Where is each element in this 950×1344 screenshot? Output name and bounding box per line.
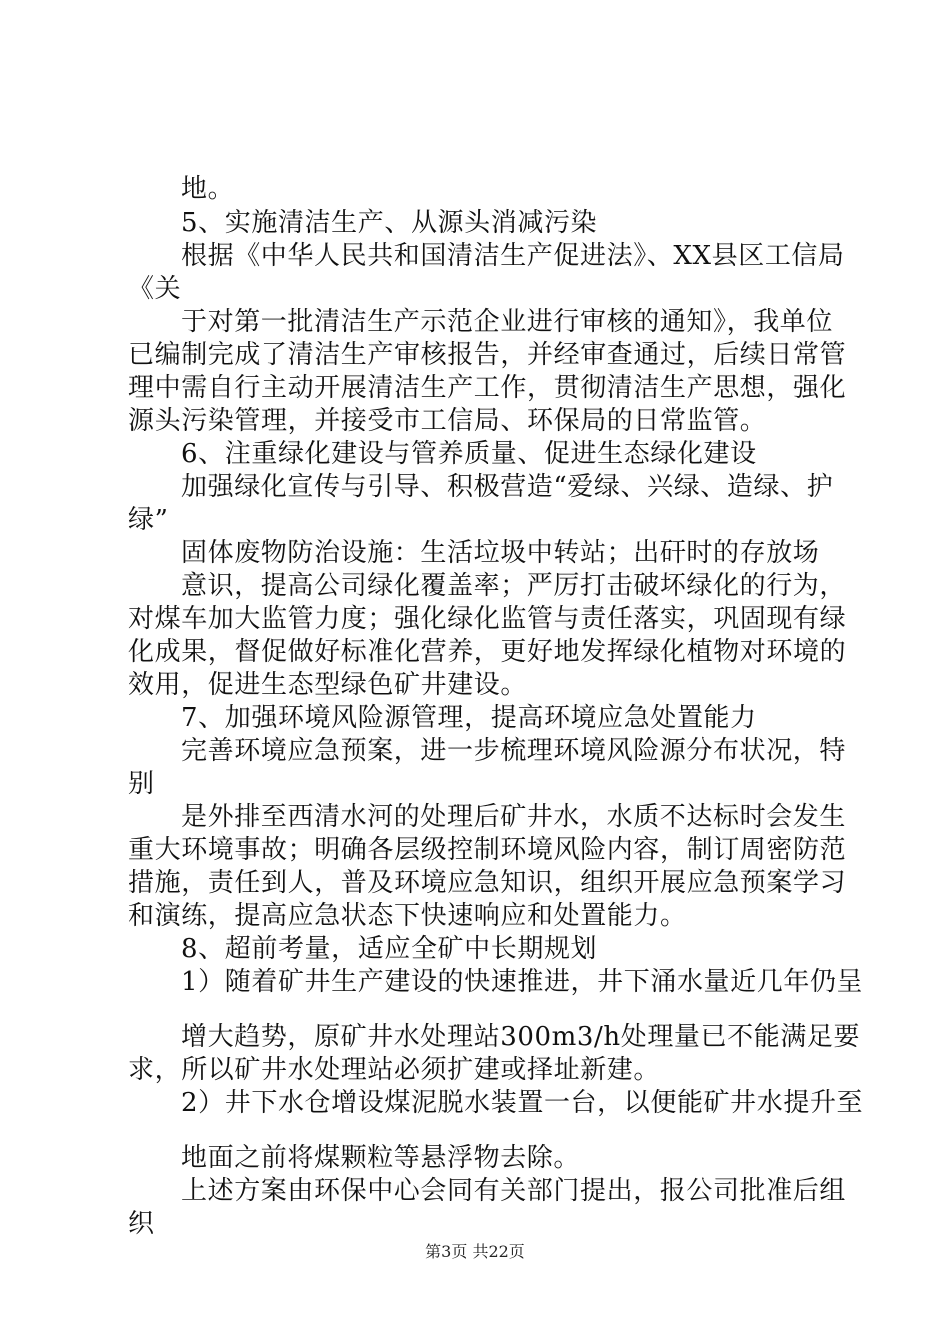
text-line: 已编制完成了清洁生产审核报告，并经审查通过，后续日常管 bbox=[128, 340, 847, 370]
text-line: 固体废物防治设施：生活垃圾中转站；出矸时的存放场 bbox=[181, 538, 820, 568]
text-line: 加强绿化宣传与引导、积极营造“爱绿、兴绿、造绿、护 bbox=[181, 472, 834, 502]
section-heading-6: 6、注重绿化建设与管养质量、促进生态绿化建设 bbox=[181, 439, 757, 469]
text-line: 是外排至西清水河的处理后矿井水，水质不达标时会发生 bbox=[181, 802, 847, 832]
page-number-footer: 第3页 共22页 bbox=[425, 1242, 525, 1261]
text-line: 绿” bbox=[128, 505, 169, 535]
text-line: 别 bbox=[128, 769, 155, 799]
text-line: 源头污染管理，并接受市工信局、环保局的日常监管。 bbox=[128, 406, 767, 436]
text-line: 措施，责任到人，普及环境应急知识，组织开展应急预案学习 bbox=[128, 868, 847, 898]
section-heading-5: 5、实施清洁生产、从源头消减污染 bbox=[181, 208, 598, 238]
text-line: 求，所以矿井水处理站必须扩建或择址新建。 bbox=[128, 1055, 661, 1085]
text-line: 重大环境事故；明确各层级控制环境风险内容，制订周密防范 bbox=[128, 835, 847, 865]
section-heading-8: 8、超前考量，适应全矿中长期规划 bbox=[181, 934, 598, 964]
text-line: 根据《中华人民共和国清洁生产促进法》、XX县区工信局 bbox=[181, 241, 845, 271]
text-line: 地面之前将煤颗粒等悬浮物去除。 bbox=[181, 1143, 581, 1173]
text-line: 1）随着矿井生产建设的快速推进，井下涌水量近几年仍呈 bbox=[181, 967, 864, 997]
text-line: 上述方案由环保中心会同有关部门提出，报公司批准后组 bbox=[181, 1176, 847, 1206]
text-line: 地。 bbox=[181, 174, 235, 204]
text-line: 增大趋势，原矿井水处理站300m3/h处理量已不能满足要 bbox=[181, 1022, 861, 1052]
text-line: 于对第一批清洁生产示范企业进行审核的通知》，我单位 bbox=[181, 307, 834, 337]
text-line: 化成果，督促做好标准化营养，更好地发挥绿化植物对环境的 bbox=[128, 637, 847, 667]
text-line: 完善环境应急预案，进一步梳理环境风险源分布状况，特 bbox=[181, 736, 847, 766]
text-line: 织 bbox=[128, 1209, 155, 1239]
text-line: 对煤车加大监管力度；强化绿化监管与责任落实，巩固现有绿 bbox=[128, 604, 847, 634]
text-line: 《关 bbox=[128, 274, 182, 304]
text-line: 理中需自行主动开展清洁生产工作，贯彻清洁生产思想，强化 bbox=[128, 373, 847, 403]
section-heading-7: 7、加强环境风险源管理，提高环境应急处置能力 bbox=[181, 703, 757, 733]
text-line: 意识，提高公司绿化覆盖率；严厉打击破坏绿化的行为， bbox=[181, 571, 847, 601]
text-line: 和演练，提高应急状态下快速响应和处置能力。 bbox=[128, 901, 687, 931]
text-line: 2）井下水仓增设煤泥脱水装置一台，以便能矿井水提升至 bbox=[181, 1088, 864, 1118]
text-line: 效用，促进生态型绿色矿井建设。 bbox=[128, 670, 528, 700]
